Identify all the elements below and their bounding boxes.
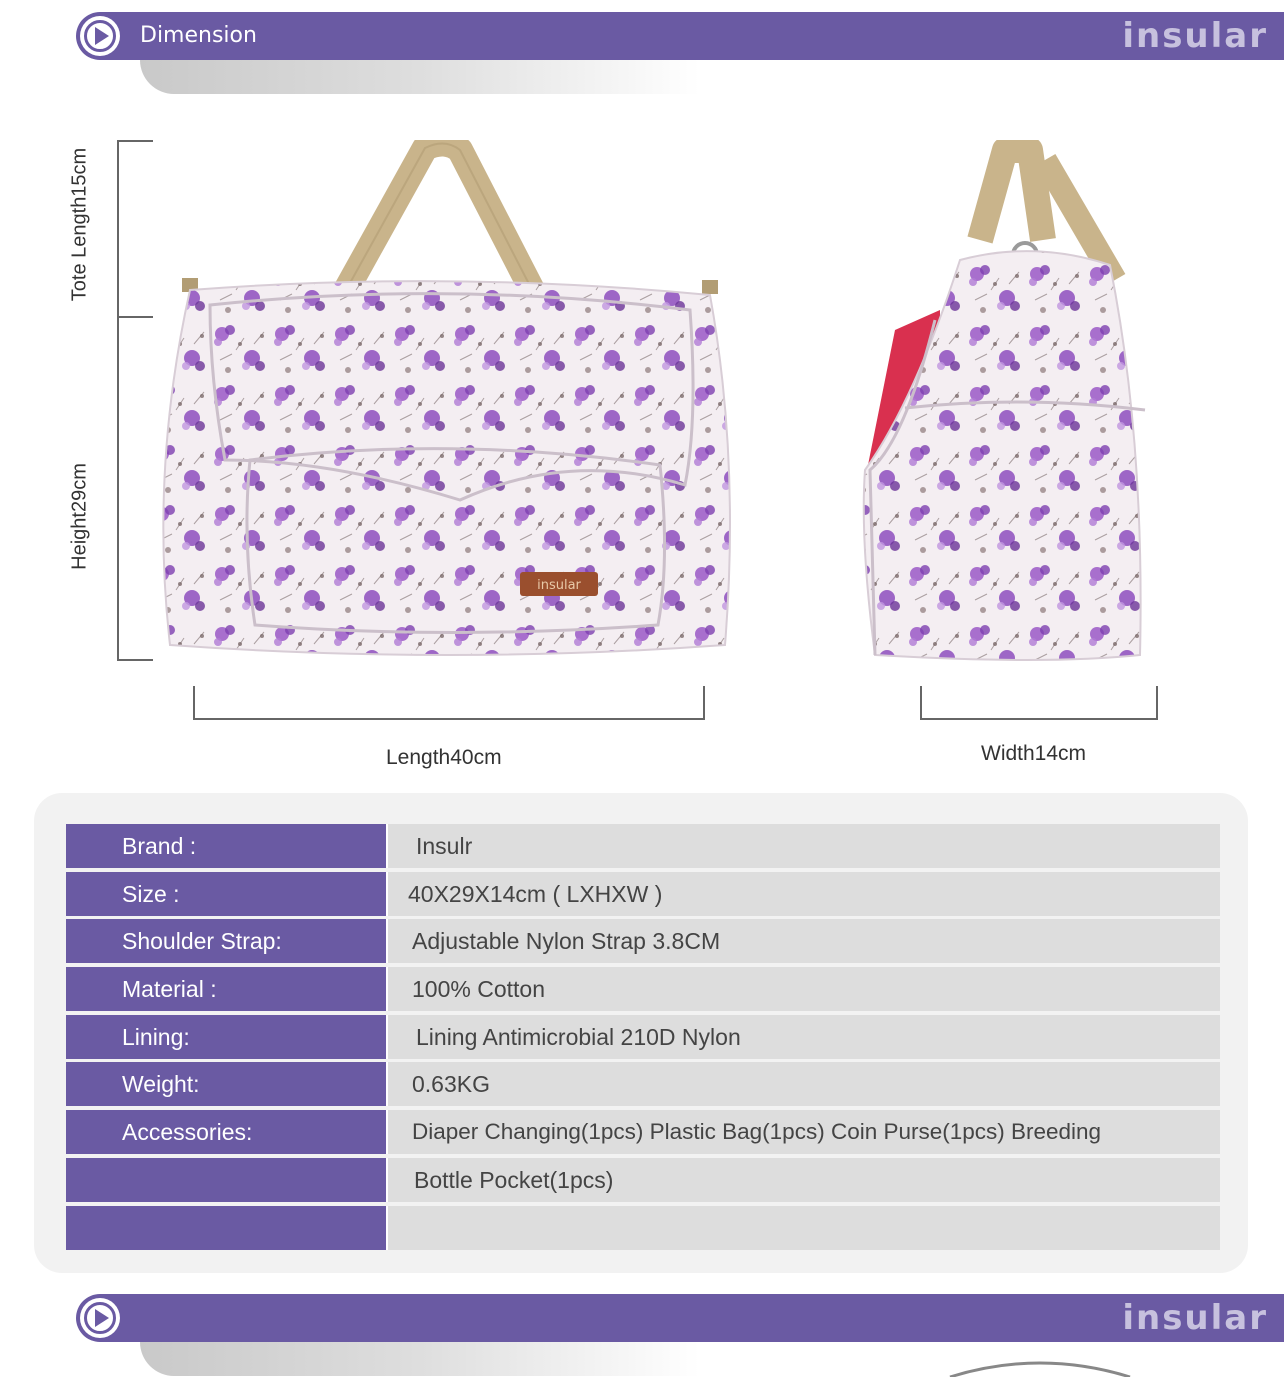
bag-tag-text: insular — [537, 578, 581, 593]
spec-key: Weight: — [66, 1062, 386, 1106]
bag-side-image — [845, 140, 1175, 670]
spec-row-weight — [66, 1062, 1220, 1106]
spec-key — [66, 1158, 386, 1202]
spec-row-empty — [66, 1206, 1220, 1250]
spec-row-accessories — [66, 1110, 1220, 1154]
spec-row-shoulder-strap — [66, 919, 1220, 963]
spec-key: Shoulder Strap: — [66, 919, 386, 963]
length-label: Length40cm — [386, 746, 502, 769]
play-icon — [80, 16, 120, 56]
spec-value: 40X29X14cm ( LXHXW ) — [388, 872, 1220, 916]
spec-key: Size : — [66, 872, 386, 916]
spec-key: Lining: — [66, 1015, 386, 1059]
brand-logo: insular — [1122, 16, 1268, 56]
dimension-banner — [76, 12, 1284, 60]
spec-key: Accessories: — [66, 1110, 386, 1154]
spec-row-size — [66, 872, 1220, 916]
spec-row-brand — [66, 824, 1220, 868]
spec-value: Bottle Pocket(1pcs) — [388, 1158, 1220, 1202]
section-title: Dimension — [140, 23, 257, 48]
spec-value: Lining Antimicrobial 210D Nylon — [388, 1015, 1220, 1059]
width-label: Width14cm — [981, 742, 1087, 765]
spec-table — [66, 824, 1220, 1253]
spec-value: 100% Cotton — [388, 967, 1220, 1011]
spec-key: Brand : — [66, 824, 386, 868]
spec-value: Diaper Changing(1pcs) Plastic Bag(1pcs) Coin Purse(1pcs) Breeding — [388, 1110, 1220, 1154]
brand-logo: insular — [1122, 1298, 1268, 1338]
banner-shadow — [140, 1342, 700, 1376]
tote-length-label: Tote Length15cm — [68, 147, 91, 302]
spec-row-accessories-cont — [66, 1158, 1220, 1202]
spec-key: Material : — [66, 967, 386, 1011]
spec-value: Insulr — [388, 824, 1220, 868]
partial-graphic — [940, 1355, 1140, 1377]
spec-row-lining — [66, 1015, 1220, 1059]
bag-front-image — [150, 140, 750, 670]
spec-row-material — [66, 967, 1220, 1011]
spec-key — [66, 1206, 386, 1250]
spec-value — [388, 1206, 1220, 1250]
height-label: Height29cm — [68, 463, 91, 570]
play-icon — [80, 1298, 120, 1338]
spec-value: 0.63KG — [388, 1062, 1220, 1106]
spec-value: Adjustable Nylon Strap 3.8CM — [388, 919, 1220, 963]
next-section-banner — [76, 1294, 1284, 1342]
banner-shadow — [140, 60, 700, 94]
